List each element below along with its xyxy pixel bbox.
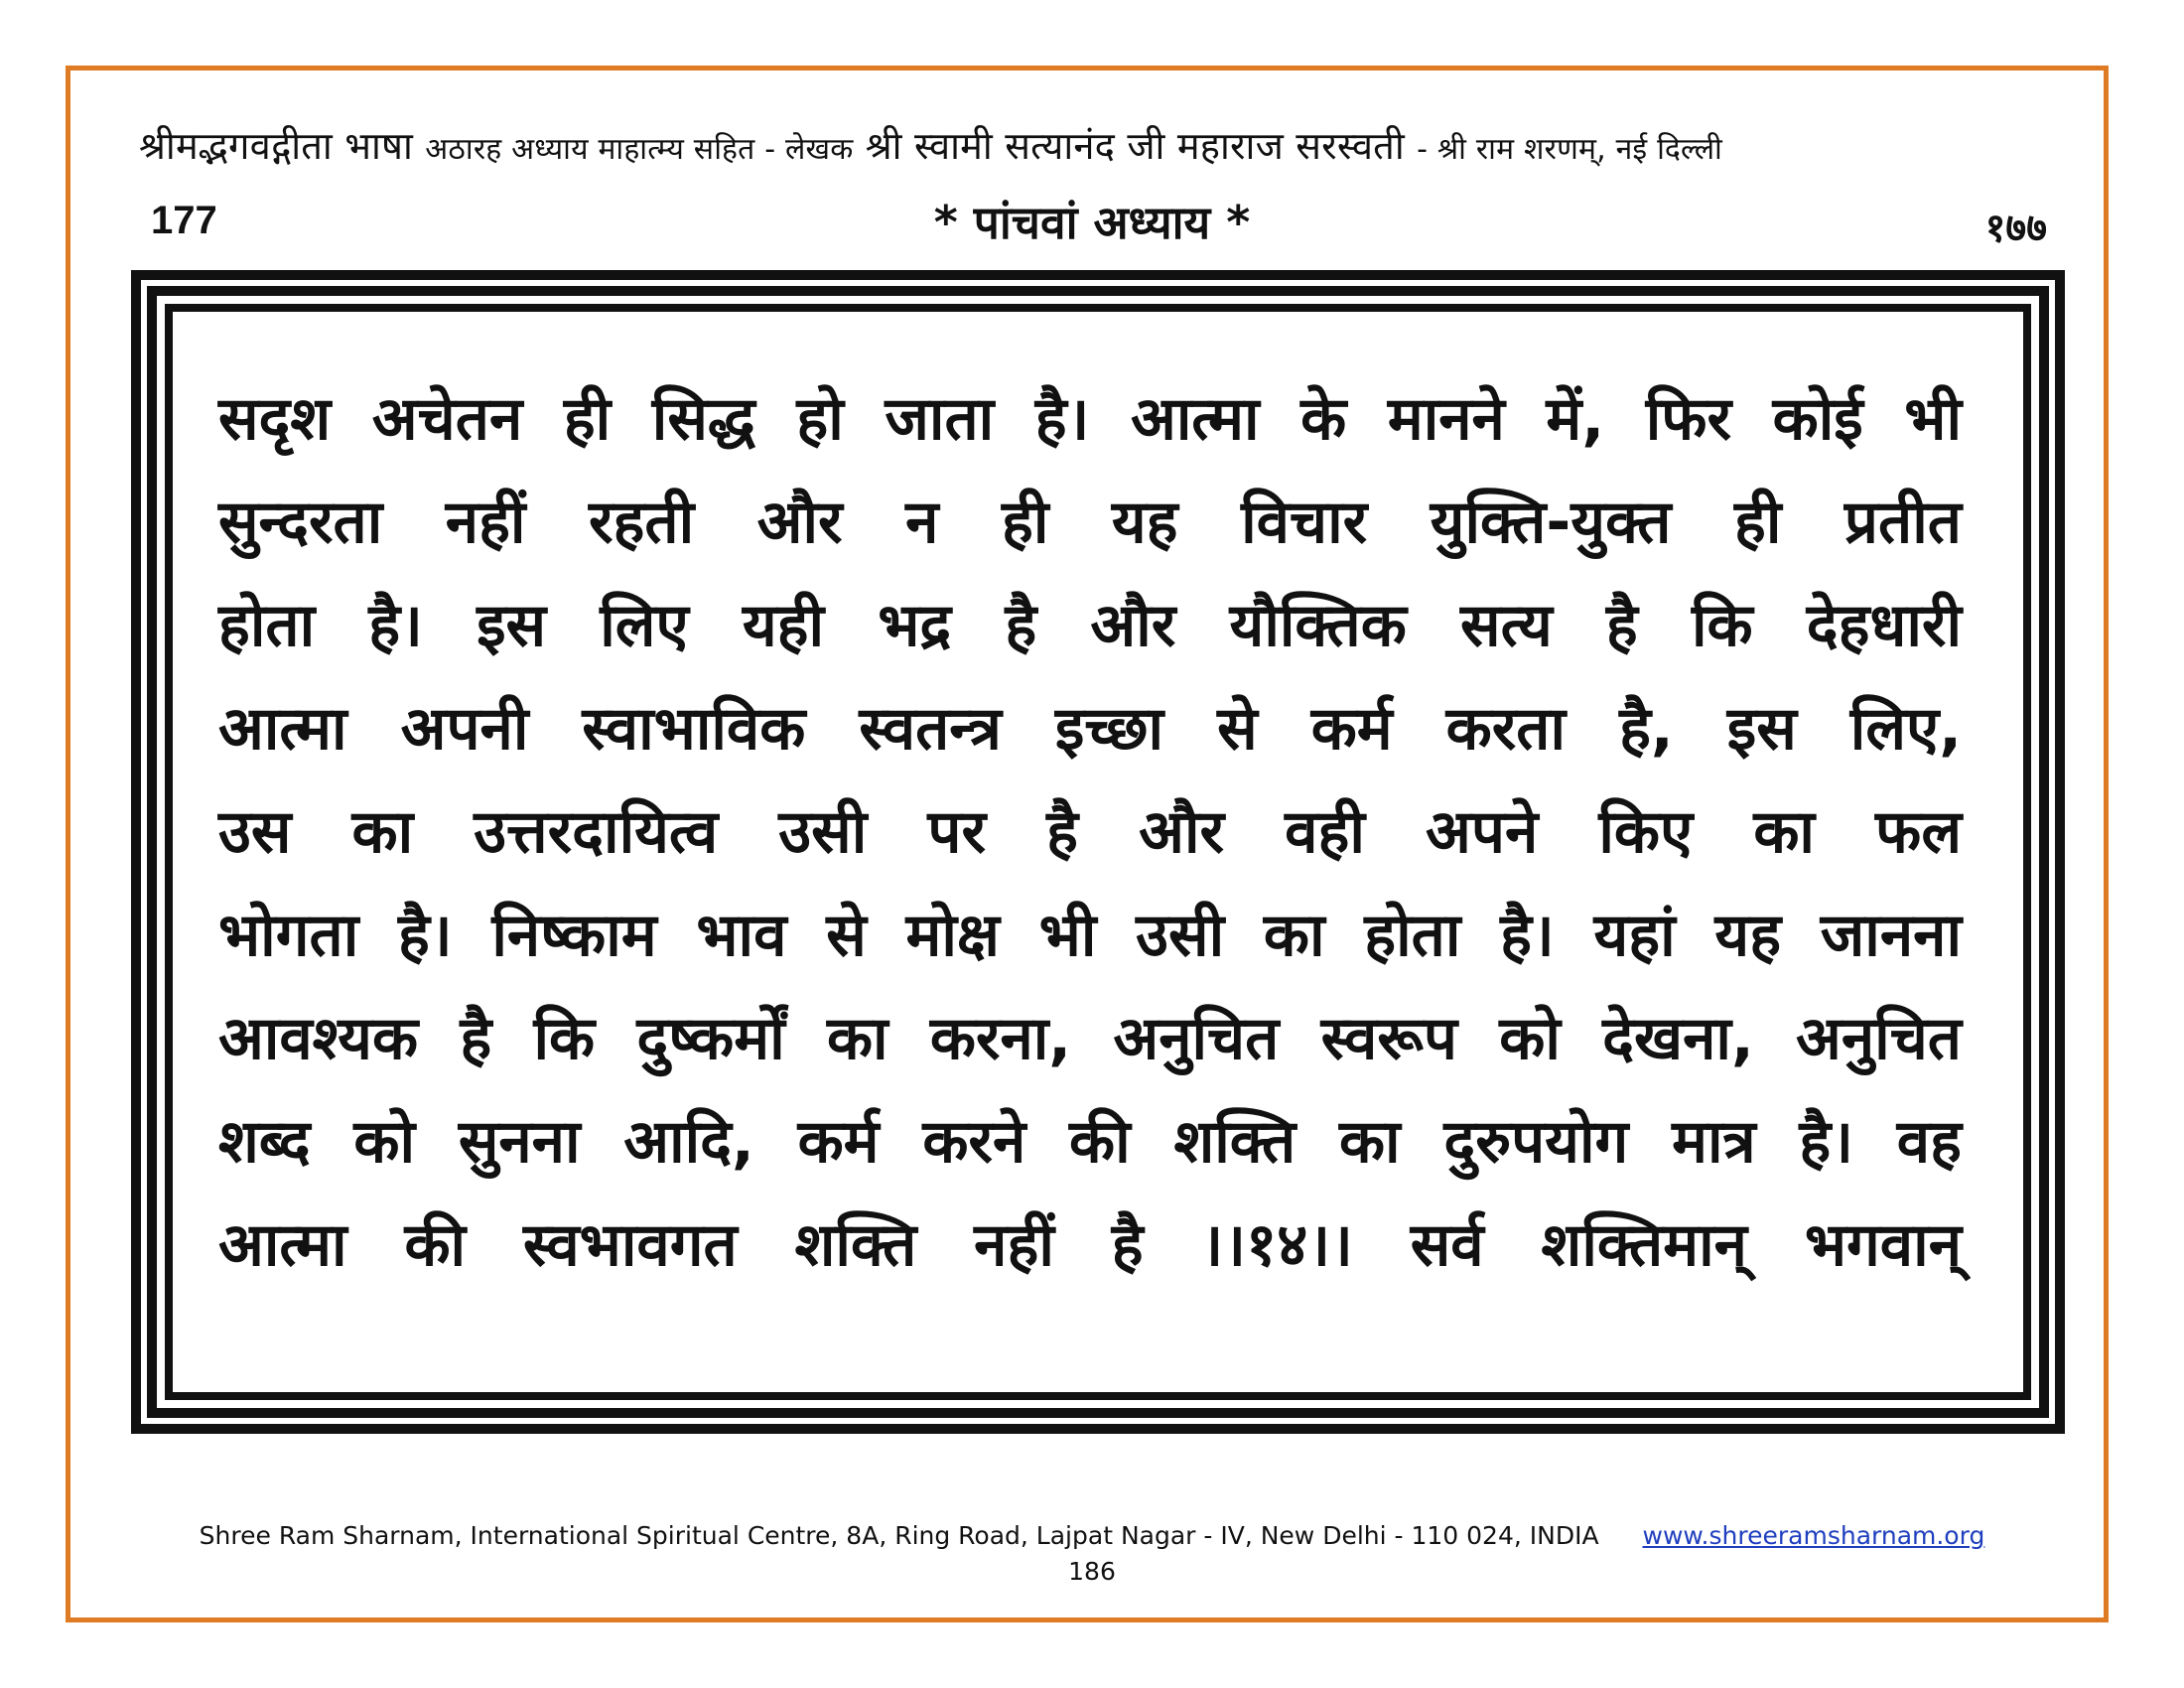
website-link[interactable]: www.shreeramsharnam.org [1642, 1521, 1985, 1550]
book-title: श्रीमद्भगवद्गीता भाषा [139, 124, 414, 168]
text-line: सदृश अचेतन ही सिद्ध हो जाता है। आत्मा के मानने में, फिर कोई भी [218, 384, 1962, 454]
text-line: आत्मा की स्वभावगत शक्ति नहीं है ।।१४।। सर्व शक्तिमान् भगवान् [218, 1210, 1962, 1280]
publisher: - श्री राम शरणम्, नई दिल्ली [1417, 132, 1723, 167]
text-line: शब्द को सुनना आदि, कर्म करने की शक्ति का दुरुपयोग मात्र है। वह [218, 1107, 1962, 1177]
text-line: होता है। इस लिए यही भद्र है और यौक्तिक सत्य है कि देहधारी [218, 591, 1962, 660]
author-name: श्री स्वामी सत्यानंद जी महाराज सरस्वती [865, 124, 1405, 168]
text-line: सुन्दरता नहीं रहती और न ही यह विचार युक्ति-युक्त ही प्रतीत [218, 488, 1962, 557]
text-line: भोगता है। निष्काम भाव से मोक्ष भी उसी का होता है। यहां यह जानना [218, 901, 1962, 970]
page-number-left: 177 [151, 199, 217, 242]
chapter-heading: * पांचवां अध्याय * [933, 196, 1251, 249]
header-title [139, 119, 2065, 171]
page-number-right: १७७ [1984, 206, 2047, 251]
text-line: आत्मा अपनी स्वाभाविक स्वतन्त्र इच्छा से कर्म करता है, इस लिए, [218, 694, 1962, 764]
footer-address: Shree Ram Sharnam, International Spiritual Centre, 8A, Ring Road, Lajpat Nagar - IV, New Delhi - 110 024, INDIA [199, 1521, 1599, 1550]
book-subtitle: अठारह अध्याय माहात्म्य सहित - लेखक [425, 132, 854, 167]
footer-page-number: 186 [1068, 1557, 1116, 1586]
footer [0, 1521, 2184, 1550]
body-text [218, 367, 1962, 1297]
text-line: आवश्यक है कि दुष्कर्मों का करना, अनुचित स्वरूप को देखना, अनुचित [218, 1004, 1962, 1073]
text-line: उस का उत्तरदायित्व उसी पर है और वही अपने किए का फल [218, 797, 1962, 867]
